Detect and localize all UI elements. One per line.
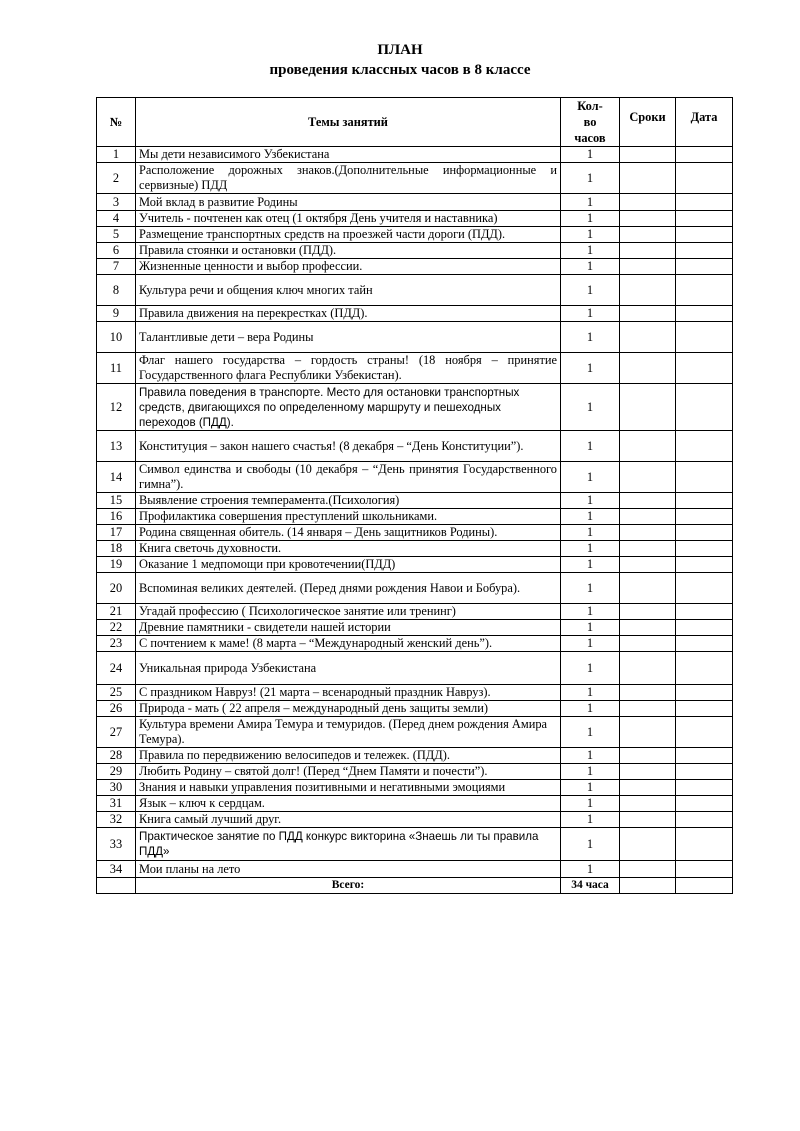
row-hours: 1 <box>561 573 620 604</box>
row-terms <box>620 701 676 717</box>
row-number: 29 <box>97 764 136 780</box>
row-date <box>676 353 733 384</box>
row-number: 25 <box>97 685 136 701</box>
row-terms <box>620 604 676 620</box>
column-header-num: № <box>97 98 136 147</box>
row-topic: Уникальная природа Узбекистана <box>136 652 561 685</box>
row-topic: Профилактика совершения преступлений школьниками. <box>136 509 561 525</box>
row-topic: Правила по передвижению велосипедов и тележек. (ПДД). <box>136 748 561 764</box>
row-topic: Правила движения на перекрестках (ПДД). <box>136 306 561 322</box>
row-hours: 1 <box>561 211 620 227</box>
row-date <box>676 275 733 306</box>
row-number: 32 <box>97 812 136 828</box>
row-hours: 1 <box>561 259 620 275</box>
row-hours: 1 <box>561 620 620 636</box>
total-terms <box>620 878 676 894</box>
row-number: 14 <box>97 462 136 493</box>
row-number: 6 <box>97 243 136 259</box>
row-topic: Природа - мать ( 22 апреля – международный день защиты земли) <box>136 701 561 717</box>
row-hours: 1 <box>561 163 620 194</box>
row-date <box>676 701 733 717</box>
row-hours: 1 <box>561 462 620 493</box>
row-topic: Книга самый лучший друг. <box>136 812 561 828</box>
row-terms <box>620 211 676 227</box>
total-empty-cell <box>97 878 136 894</box>
row-terms <box>620 306 676 322</box>
row-topic: Конституция – закон нашего счастья! (8 декабря – “День Конституции”). <box>136 431 561 462</box>
table-row <box>97 353 733 384</box>
row-terms <box>620 861 676 878</box>
row-number: 9 <box>97 306 136 322</box>
row-number: 20 <box>97 573 136 604</box>
row-terms <box>620 796 676 812</box>
row-topic: Правила поведения в транспорте. Место для остановки транспортных средств, двигающихся по определенному маршруту и пешеходных переходов (ПДД). <box>136 384 561 431</box>
row-hours: 1 <box>561 764 620 780</box>
row-topic: Мои планы на лето <box>136 861 561 878</box>
table-row <box>97 620 733 636</box>
row-hours: 1 <box>561 636 620 652</box>
row-date <box>676 163 733 194</box>
table-row <box>97 525 733 541</box>
row-number: 16 <box>97 509 136 525</box>
row-number: 24 <box>97 652 136 685</box>
row-date <box>676 227 733 243</box>
table-row <box>97 306 733 322</box>
row-hours: 1 <box>561 243 620 259</box>
table-row <box>97 701 733 717</box>
row-number: 31 <box>97 796 136 812</box>
row-hours: 1 <box>561 431 620 462</box>
row-date <box>676 828 733 861</box>
row-topic: Мы дети независимого Узбекистана <box>136 147 561 163</box>
table-row <box>97 163 733 194</box>
table-row <box>97 259 733 275</box>
row-date <box>676 147 733 163</box>
row-terms <box>620 259 676 275</box>
row-date <box>676 620 733 636</box>
row-date <box>676 306 733 322</box>
row-terms <box>620 525 676 541</box>
row-terms <box>620 717 676 748</box>
table-row <box>97 652 733 685</box>
row-topic: Родина священная обитель. (14 января – День защитников Родины). <box>136 525 561 541</box>
row-hours: 1 <box>561 780 620 796</box>
row-date <box>676 259 733 275</box>
table-total-row <box>97 878 733 894</box>
row-terms <box>620 163 676 194</box>
document-header <box>0 40 800 80</box>
row-hours: 1 <box>561 652 620 685</box>
row-terms <box>620 322 676 353</box>
row-topic: С почтением к маме! (8 марта – “Международный женский день”). <box>136 636 561 652</box>
row-number: 23 <box>97 636 136 652</box>
row-hours: 1 <box>561 541 620 557</box>
row-topic: Талантливые дети – вера Родины <box>136 322 561 353</box>
row-topic: С праздником Навруз! (21 марта – всенародный праздник Навруз). <box>136 685 561 701</box>
column-header-hours-line2: во <box>583 115 597 129</box>
row-hours: 1 <box>561 322 620 353</box>
row-hours: 1 <box>561 353 620 384</box>
row-number: 27 <box>97 717 136 748</box>
total-date <box>676 878 733 894</box>
table-row <box>97 796 733 812</box>
column-header-hours-line1: Кол- <box>577 99 603 113</box>
table-row <box>97 384 733 431</box>
table-row <box>97 322 733 353</box>
table-row <box>97 147 733 163</box>
row-date <box>676 685 733 701</box>
total-hours: 34 часа <box>561 878 620 894</box>
table-row <box>97 764 733 780</box>
row-number: 11 <box>97 353 136 384</box>
table-row <box>97 541 733 557</box>
row-topic: Культура речи и общения ключ многих тайн <box>136 275 561 306</box>
row-terms <box>620 573 676 604</box>
table-row <box>97 780 733 796</box>
row-number: 2 <box>97 163 136 194</box>
row-topic: Размещение транспортных средств на проезжей части дороги (ПДД). <box>136 227 561 243</box>
table-row <box>97 211 733 227</box>
row-number: 18 <box>97 541 136 557</box>
table-row <box>97 717 733 748</box>
row-date <box>676 384 733 431</box>
row-date <box>676 462 733 493</box>
row-hours: 1 <box>561 701 620 717</box>
row-number: 30 <box>97 780 136 796</box>
table-header-row <box>97 98 733 147</box>
row-topic: Древние памятники - свидетели нашей истории <box>136 620 561 636</box>
row-date <box>676 573 733 604</box>
row-date <box>676 243 733 259</box>
row-terms <box>620 748 676 764</box>
row-terms <box>620 620 676 636</box>
row-terms <box>620 194 676 211</box>
row-hours: 1 <box>561 194 620 211</box>
row-number: 8 <box>97 275 136 306</box>
row-terms <box>620 509 676 525</box>
row-date <box>676 541 733 557</box>
column-header-date: Дата <box>676 98 733 147</box>
row-terms <box>620 493 676 509</box>
row-date <box>676 780 733 796</box>
row-terms <box>620 384 676 431</box>
row-hours: 1 <box>561 717 620 748</box>
row-hours: 1 <box>561 796 620 812</box>
row-hours: 1 <box>561 828 620 861</box>
row-number: 26 <box>97 701 136 717</box>
row-topic: Флаг нашего государства – гордость страны! (18 ноября – принятие Государственного флага Республики Узбекистан). <box>136 353 561 384</box>
table-row <box>97 828 733 861</box>
row-number: 1 <box>97 147 136 163</box>
page-subtitle: проведения классных часов в 8 классе <box>269 62 531 78</box>
row-date <box>676 194 733 211</box>
row-date <box>676 493 733 509</box>
row-hours: 1 <box>561 557 620 573</box>
table-row <box>97 275 733 306</box>
table-row <box>97 557 733 573</box>
row-hours: 1 <box>561 812 620 828</box>
column-header-topic: Темы занятий <box>136 98 561 147</box>
row-terms <box>620 147 676 163</box>
table-row <box>97 194 733 211</box>
row-hours: 1 <box>561 306 620 322</box>
row-topic: Книга светочь духовности. <box>136 541 561 557</box>
table-row <box>97 462 733 493</box>
row-terms <box>620 780 676 796</box>
row-number: 21 <box>97 604 136 620</box>
row-topic: Жизненные ценности и выбор профессии. <box>136 259 561 275</box>
row-number: 12 <box>97 384 136 431</box>
total-label: Всего: <box>136 878 561 894</box>
table-row <box>97 493 733 509</box>
row-date <box>676 796 733 812</box>
row-hours: 1 <box>561 493 620 509</box>
row-topic: Любить Родину – святой долг! (Перед “Днем Памяти и почести”). <box>136 764 561 780</box>
row-hours: 1 <box>561 384 620 431</box>
row-topic: Символ единства и свободы (10 декабря – “День принятия Государственного гимна”). <box>136 462 561 493</box>
table-row <box>97 509 733 525</box>
row-number: 28 <box>97 748 136 764</box>
row-topic: Язык – ключ к сердцам. <box>136 796 561 812</box>
row-topic: Правила стоянки и остановки (ПДД). <box>136 243 561 259</box>
row-date <box>676 557 733 573</box>
row-hours: 1 <box>561 227 620 243</box>
table-row <box>97 748 733 764</box>
row-terms <box>620 462 676 493</box>
row-terms <box>620 353 676 384</box>
row-terms <box>620 431 676 462</box>
row-terms <box>620 557 676 573</box>
row-hours: 1 <box>561 509 620 525</box>
row-hours: 1 <box>561 748 620 764</box>
row-hours: 1 <box>561 275 620 306</box>
row-topic: Выявление строения темперамента.(Психология) <box>136 493 561 509</box>
row-topic: Культура времени Амира Темура и темуридов. (Перед днем рождения Амира Темура). <box>136 717 561 748</box>
row-hours: 1 <box>561 525 620 541</box>
table-row <box>97 636 733 652</box>
row-hours: 1 <box>561 147 620 163</box>
row-date <box>676 604 733 620</box>
table-row <box>97 685 733 701</box>
row-topic: Знания и навыки управления позитивными и негативными эмоциями <box>136 780 561 796</box>
table-row <box>97 431 733 462</box>
table-row <box>97 861 733 878</box>
lesson-plan-table <box>96 97 733 894</box>
row-topic: Расположение дорожных знаков.(Дополнительные информационные и сервизные) ПДД <box>136 163 561 194</box>
row-date <box>676 322 733 353</box>
row-terms <box>620 828 676 861</box>
row-terms <box>620 541 676 557</box>
row-terms <box>620 685 676 701</box>
row-number: 5 <box>97 227 136 243</box>
column-header-hours-line3: часов <box>574 131 606 145</box>
row-date <box>676 812 733 828</box>
row-terms <box>620 636 676 652</box>
row-terms <box>620 652 676 685</box>
column-header-hours <box>561 98 620 147</box>
row-date <box>676 431 733 462</box>
row-terms <box>620 764 676 780</box>
row-number: 22 <box>97 620 136 636</box>
table-row <box>97 227 733 243</box>
row-number: 33 <box>97 828 136 861</box>
table-row <box>97 243 733 259</box>
row-date <box>676 525 733 541</box>
row-number: 34 <box>97 861 136 878</box>
row-number: 3 <box>97 194 136 211</box>
row-number: 19 <box>97 557 136 573</box>
row-date <box>676 717 733 748</box>
row-number: 10 <box>97 322 136 353</box>
page-title: ПЛАН <box>377 42 423 58</box>
row-topic: Учитель - почтенен как отец (1 октября День учителя и наставника) <box>136 211 561 227</box>
row-date <box>676 764 733 780</box>
row-topic: Вспоминая великих деятелей. (Перед днями рождения Навои и Бобура). <box>136 573 561 604</box>
row-date <box>676 211 733 227</box>
row-topic: Угадай профессию ( Психологическое занятие или тренинг) <box>136 604 561 620</box>
row-terms <box>620 243 676 259</box>
row-terms <box>620 812 676 828</box>
row-topic: Мой вклад в развитие Родины <box>136 194 561 211</box>
row-number: 4 <box>97 211 136 227</box>
row-terms <box>620 275 676 306</box>
row-number: 17 <box>97 525 136 541</box>
column-header-terms: Сроки <box>620 98 676 147</box>
row-date <box>676 748 733 764</box>
row-topic: Оказание 1 медпомощи при кровотечении(ПДД) <box>136 557 561 573</box>
row-date <box>676 861 733 878</box>
table-row <box>97 573 733 604</box>
row-number: 13 <box>97 431 136 462</box>
row-number: 15 <box>97 493 136 509</box>
row-topic: Практическое занятие по ПДД конкурс викторина «Знаешь ли ты правила ПДД» <box>136 828 561 861</box>
row-terms <box>620 227 676 243</box>
row-hours: 1 <box>561 685 620 701</box>
row-date <box>676 636 733 652</box>
row-date <box>676 509 733 525</box>
row-hours: 1 <box>561 604 620 620</box>
row-number: 7 <box>97 259 136 275</box>
table-row <box>97 604 733 620</box>
table-row <box>97 812 733 828</box>
row-date <box>676 652 733 685</box>
row-hours: 1 <box>561 861 620 878</box>
